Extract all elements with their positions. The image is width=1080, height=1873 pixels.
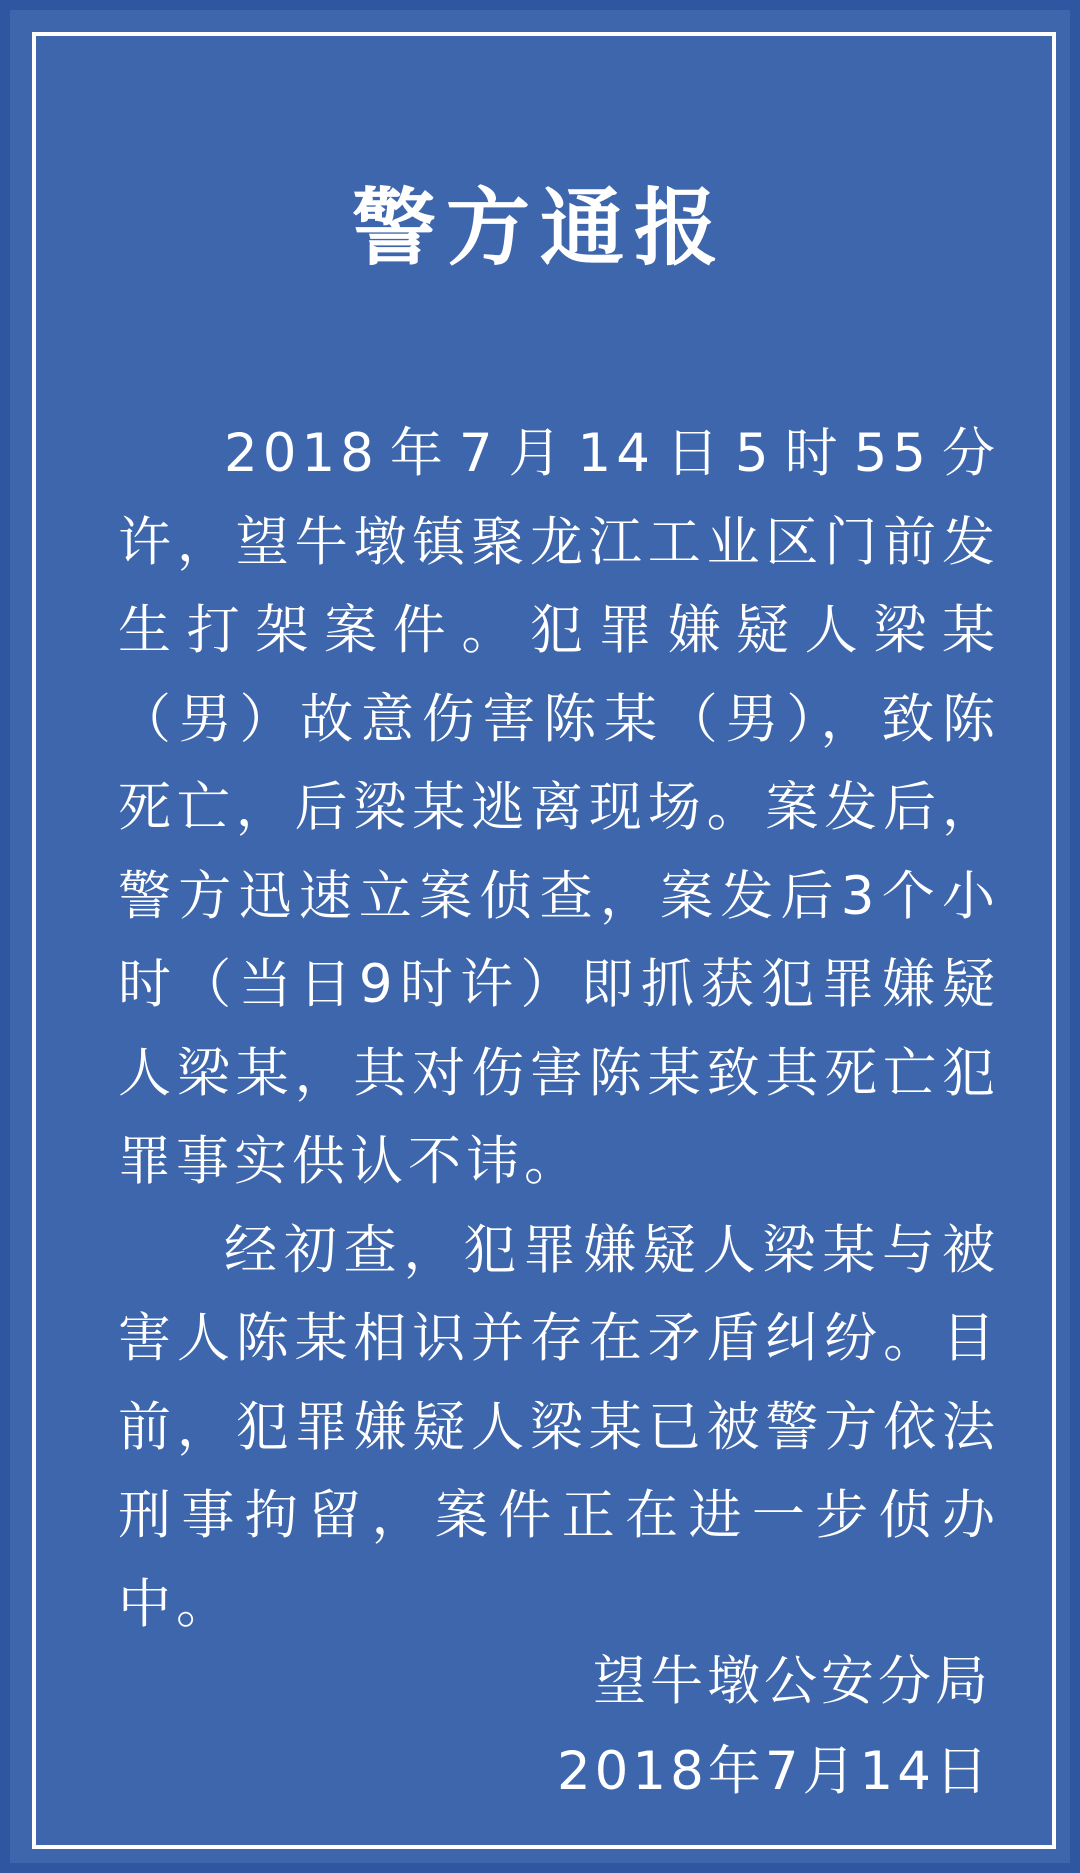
issue-date: 2018年7月14日	[556, 1741, 992, 1802]
issuer-signature: 望牛墩公安分局	[593, 1651, 992, 1712]
notice-body	[118, 410, 1000, 1649]
notice-title: 警方通报	[351, 179, 728, 277]
notice-paragraph-2: 经初查，犯罪嫌疑人梁某与被害人陈某相识并存在矛盾纠纷。目前，犯罪嫌疑人梁某已被警方依法刑事拘留，案件正在进一步侦办中。	[118, 1219, 1000, 1635]
notice-paragraph-1: 2018年7月14日5时55分许，望牛墩镇聚龙江工业区门前发生打架案件。犯罪嫌疑人梁某（男）故意伤害陈某（男），致陈死亡，后梁某逃离现场。案发后，警方迅速立案侦查，案发后3个小时（当日9时许）即抓获犯罪嫌疑人梁某，其对伤害陈某致其死亡犯罪事实供认不讳。	[118, 423, 1000, 1192]
